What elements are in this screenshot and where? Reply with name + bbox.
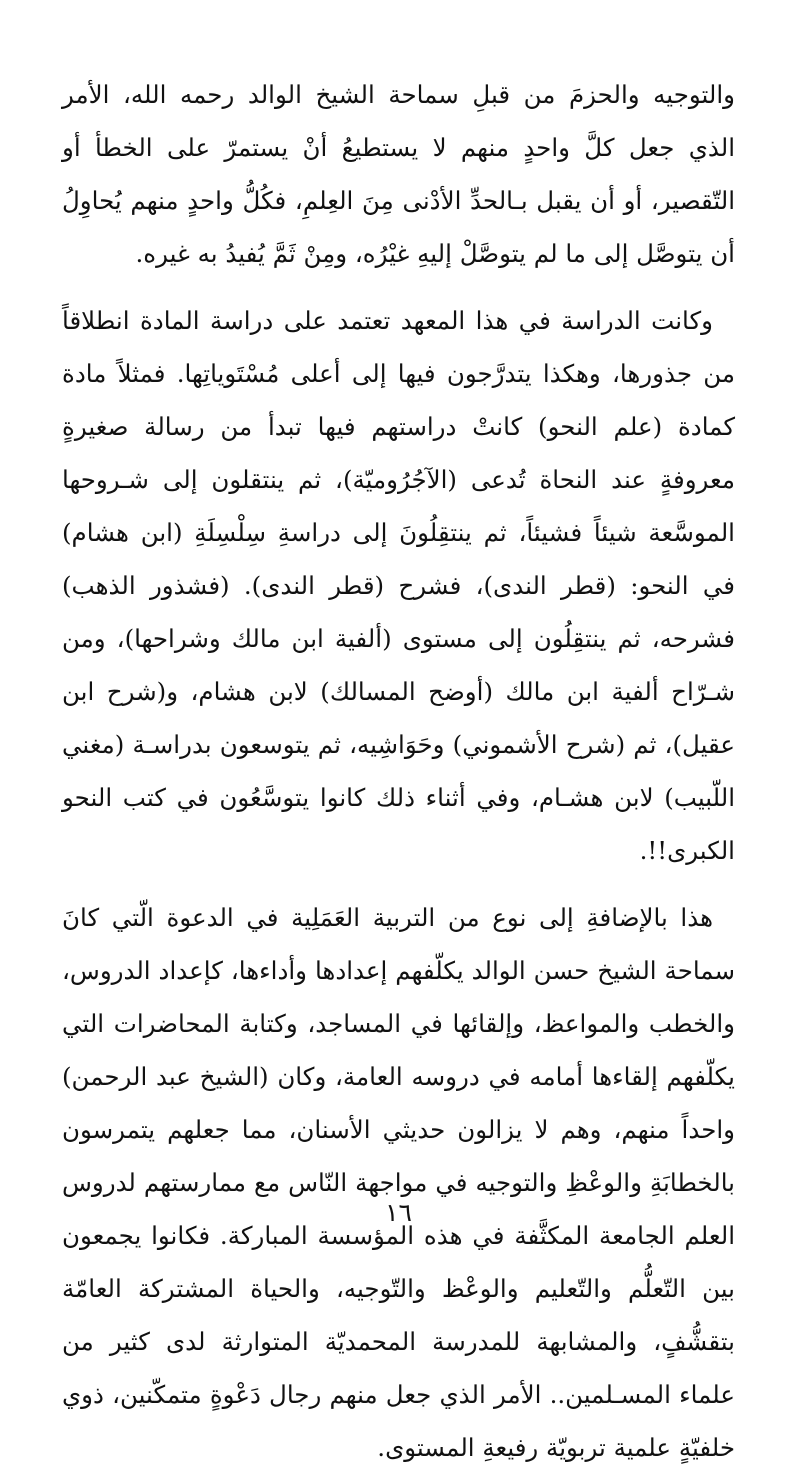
paragraph-continuation: والتوجيه والحزمَ من قبلِ سماحة الشيخ الوالد رحمه الله، الأمر الذي جعل كلَّ واحدٍ منهم لا يستطيعُ أنْ يستمرّ على الخطأ أو التّقصير، أو أن يقبل بـالحدِّ الأدْنى مِنَ العِلمِ، فكُلُّ واحدٍ منهم يُحاوِلُ أن يتوصَّل إلى ما لم يتوصَّلْ إليهِ غيْرُه، ومِنْ ثَمَّ يُفيدُ به غيره. [62,80,735,268]
paragraph-study-method: وكانت الدراسة في هذا المعهد تعتمد على دراسة المادة انطلاقاً من جذورها، وهكذا يتدرَّجون فيها إلى أعلى مُسْتَوياتِها. فمثلاً مادة كمادة (علم النحو) كانتْ دراستهم فيها تبدأ من رسالة صغيرةٍ معروفةٍ عند النحاة تُدعى (الآجُرُوميّة)، ثم ينتقلون إلى شـروحها الموسَّعة شيئاً فشيئاً، ثم ينتقِلُونَ إلى دراسةِ سِلْسِلَةِ (ابن هشام) في النحو: (قطر الندى)، فشرح (قطر الندى). (فشذور الذهب) فشرحه، ثم ينتقِلُون إلى مستوى (ألفية ابن مالك وشراحها)، ومن شـرّاح ألفية ابن مالك (أوضح المسالك) لابن هشام، و(شرح ابن عقيل)، ثم (شرح الأشموني) وحَوَاشِيه، ثم يتوسعون بدراسـة (مغني اللّبيب) لابن هشـام، وفي أثناء ذلك كانوا يتوسَّعُون في كتب النحو الكبرى!!. [62,306,735,865]
page-number: ١٦ [385,1198,412,1227]
paragraph-practical-training: هذا بالإضافةِ إلى نوع من التربية العَمَلِية في الدعوة الّتي كانَ سماحة الشيخ حسن الوالد يكلّفهم إعدادها وأداءها، كإعداد الدروس، والخطب والمواعظ، وإلقائها في المساجد، وكتابة المحاضرات التي يكلّفهم إلقاءها أمامه في دروسه العامة، وكان (الشيخ عبد الرحمن) واحداً منهم، وهم لا يزالون حديثي الأسنان، مما جعلهم يتمرسون بالخطابَةِ والوعْظِ والتوجيه في مواجهة النّاس مع ممارستهم لدروس العلم الجامعة المكثَّفة في هذه المؤسسة المباركة. فكانوا يجمعون بين التّعلُّم والتّعليم والوعْظ والتّوجيه، والحياة المشتركة العامّة بتقشُّفٍ، والمشابهة للمدرسة المحمديّة المتوارثة لدى كثير من علماء المسـلمين.. الأمر الذي جعل منهم رجال دَعْوةٍ متمكّنين، ذوي خلفيّةٍ علمية تربويّة رفيعةِ المستوى. [62,903,735,1462]
